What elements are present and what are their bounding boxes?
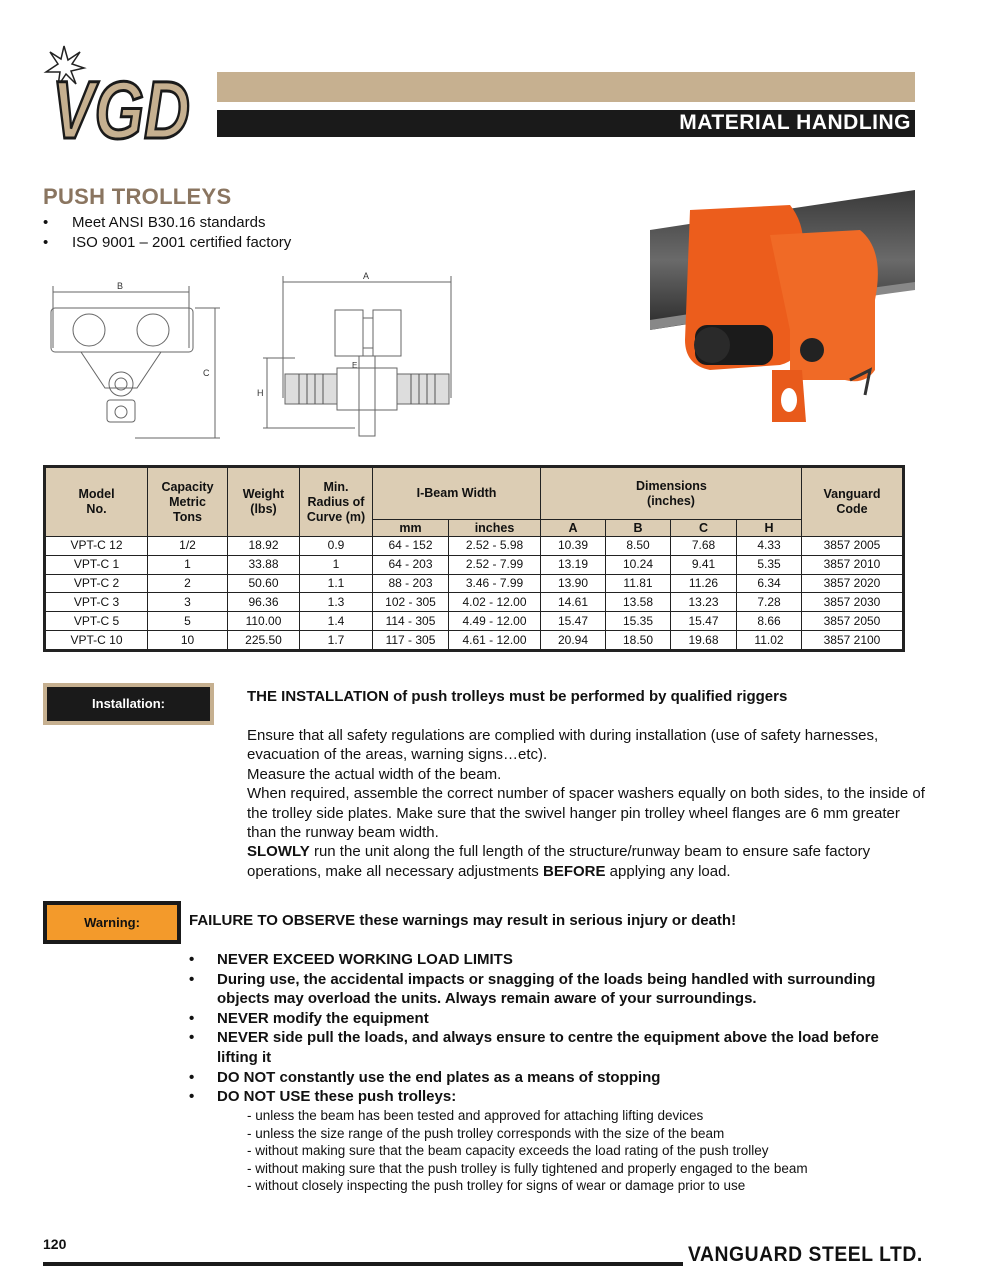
header-dimensions: Dimensions (inches) xyxy=(541,467,802,520)
cell: 3857 2020 xyxy=(802,574,904,593)
cell: 2 xyxy=(148,574,228,593)
cell: 114 - 305 xyxy=(373,612,449,631)
cell: 8.66 xyxy=(737,612,802,631)
sub-item: - without making sure that the push trolley is fully tightened and properly engaged to the beam xyxy=(247,1160,808,1176)
cell: 3857 2005 xyxy=(802,537,904,556)
warning-list xyxy=(189,950,919,1107)
cell: 225.50 xyxy=(228,631,300,651)
cell: 64 - 203 xyxy=(373,555,449,574)
installation-paragraph: When required, assemble the correct number of spacer washers equally on both sides, to the inside of the trolley side plates. Make sure that the swivel hanger pin trolley wheel flanges are 6 mm greater than the runway beam width. xyxy=(247,785,925,842)
cell: 7.28 xyxy=(737,593,802,612)
cell: 6.34 xyxy=(737,574,802,593)
cell: 3.46 - 7.99 xyxy=(449,574,541,593)
table-row xyxy=(45,593,904,612)
cell: 19.68 xyxy=(671,631,737,651)
cell: 14.61 xyxy=(541,593,606,612)
warning-item: • DO NOT USE these push trolleys: xyxy=(189,1088,457,1106)
push-trolley-photo xyxy=(650,190,915,430)
cell: 18.50 xyxy=(606,631,671,651)
cell: 88 - 203 xyxy=(373,574,449,593)
cell: 1.3 xyxy=(300,593,373,612)
section-title: MATERIAL HANDLING xyxy=(679,111,911,134)
warning-tag: Warning: xyxy=(43,901,181,944)
trolley-front-diagram xyxy=(255,268,460,440)
cell: 1 xyxy=(300,555,373,574)
header-dim-b: B xyxy=(606,520,671,537)
cell: 4.02 - 12.00 xyxy=(449,593,541,612)
header-radius: Min. Radius of Curve (m) xyxy=(300,467,373,537)
vgd-logo xyxy=(44,44,194,156)
dimension-label-b: B xyxy=(117,281,124,291)
cell: 9.41 xyxy=(671,555,737,574)
cell: 8.50 xyxy=(606,537,671,556)
trolley-side-diagram xyxy=(45,278,225,443)
cell: 1.1 xyxy=(300,574,373,593)
footer-rule xyxy=(43,1262,683,1266)
warning-item: • NEVER EXCEED WORKING LOAD LIMITS xyxy=(189,951,513,968)
header-model: Model No. xyxy=(45,467,148,537)
cell: 15.35 xyxy=(606,612,671,631)
cell: 4.33 xyxy=(737,537,802,556)
feature-bullet: • Meet ANSI B30.16 standards xyxy=(43,214,266,231)
cell: VPT-C 12 xyxy=(45,537,148,556)
logo-text: VGD xyxy=(52,65,190,156)
header-mm: mm xyxy=(373,520,449,537)
table-row xyxy=(45,555,904,574)
cell: 7.68 xyxy=(671,537,737,556)
installation-tag: Installation: xyxy=(43,683,214,725)
page-title: PUSH TROLLEYS xyxy=(43,184,232,209)
cell: 13.58 xyxy=(606,593,671,612)
sub-item: - without closely inspecting the push trolley for signs of wear or damage prior to use xyxy=(247,1178,746,1194)
cell: 3857 2050 xyxy=(802,612,904,631)
warning-item: • NEVER side pull the loads, and always ensure to centre the equipment above the load before lifting it xyxy=(189,1029,879,1066)
cell: 110.00 xyxy=(228,612,300,631)
warning-item: • During use, the accidental impacts or snagging of the loads being handled with surrounding objects may overload the units. Always remain aware of your surroundings. xyxy=(189,970,876,1008)
table-row xyxy=(45,612,904,631)
cell: 13.90 xyxy=(541,574,606,593)
cell: 3 xyxy=(148,593,228,612)
warning-item: • NEVER modify the equipment xyxy=(189,1009,429,1027)
cell: 3857 2010 xyxy=(802,555,904,574)
cell: 20.94 xyxy=(541,631,606,651)
header-vanguard-code: Vanguard Code xyxy=(802,467,904,537)
table-row xyxy=(45,537,904,556)
cell: 11.26 xyxy=(671,574,737,593)
warning-heading: FAILURE TO OBSERVE these warnings may result in serious injury or death! xyxy=(189,912,737,929)
cell: 10.39 xyxy=(541,537,606,556)
cell: 10.24 xyxy=(606,555,671,574)
header-inches: inches xyxy=(449,520,541,537)
sub-item: - unless the size range of the push trolley corresponds with the size of the beam xyxy=(247,1125,725,1141)
header-tan-bar xyxy=(217,72,915,102)
cell: 2.52 - 7.99 xyxy=(449,555,541,574)
cell: 117 - 305 xyxy=(373,631,449,651)
cell: 15.47 xyxy=(541,612,606,631)
dimension-label-a: A xyxy=(363,271,370,281)
header-weight: Weight (lbs) xyxy=(228,467,300,537)
cell: 96.36 xyxy=(228,593,300,612)
dimension-label-h: H xyxy=(257,388,264,398)
header-dim-h: H xyxy=(737,520,802,537)
cell: 50.60 xyxy=(228,574,300,593)
page-number: 120 xyxy=(43,1236,67,1252)
cell: 102 - 305 xyxy=(373,593,449,612)
installation-paragraph: Ensure that all safety regulations are complied with during installation (use of safety harnesses, evacuation of the areas, warning signs…etc). xyxy=(247,727,879,764)
header-ibeam-width: I-Beam Width xyxy=(373,467,541,520)
cell: 0.9 xyxy=(300,537,373,556)
cell: 1.4 xyxy=(300,612,373,631)
company-name: VANGUARD STEEL LTD. xyxy=(688,1243,923,1266)
cell: 3857 2100 xyxy=(802,631,904,651)
cell: 1.7 xyxy=(300,631,373,651)
header-dim-c: C xyxy=(671,520,737,537)
cell: 3857 2030 xyxy=(802,593,904,612)
warning-item: • DO NOT constantly use the end plates as a means of stopping xyxy=(189,1068,661,1086)
specifications-table xyxy=(43,465,905,652)
installation-heading: THE INSTALLATION of push trolleys must be performed by qualified riggers xyxy=(247,688,788,705)
sub-item: - without making sure that the beam capacity exceeds the load rating of the push trolley xyxy=(247,1143,769,1159)
installation-paragraph: SLOWLY run the unit along the full length of the structure/runway beam to ensure safe factory operations, make all necessary adjustments BEFORE applying any load. xyxy=(247,843,871,880)
table-row xyxy=(45,631,904,651)
installation-paragraph: Measure the actual width of the beam. xyxy=(247,765,502,783)
cell: 11.02 xyxy=(737,631,802,651)
cell: 1 xyxy=(148,555,228,574)
header-dim-a: A xyxy=(541,520,606,537)
table-row xyxy=(45,574,904,593)
cell: 4.49 - 12.00 xyxy=(449,612,541,631)
sub-item: - unless the beam has been tested and approved for attaching lifting devices xyxy=(247,1108,704,1123)
cell: 13.19 xyxy=(541,555,606,574)
feature-bullet: • ISO 9001 – 2001 certified factory xyxy=(43,234,292,251)
cell: 18.92 xyxy=(228,537,300,556)
cell: 13.23 xyxy=(671,593,737,612)
cell: VPT-C 10 xyxy=(45,631,148,651)
cell: VPT-C 2 xyxy=(45,574,148,593)
cell: 5.35 xyxy=(737,555,802,574)
cell: VPT-C 5 xyxy=(45,612,148,631)
dimension-label-c: C xyxy=(203,368,210,378)
cell: 2.52 - 5.98 xyxy=(449,537,541,556)
cell: 15.47 xyxy=(671,612,737,631)
cell: 64 - 152 xyxy=(373,537,449,556)
cell: 5 xyxy=(148,612,228,631)
cell: 4.61 - 12.00 xyxy=(449,631,541,651)
dimension-label-e: E xyxy=(352,361,358,370)
installation-body xyxy=(247,726,927,881)
cell: 33.88 xyxy=(228,555,300,574)
cell: VPT-C 3 xyxy=(45,593,148,612)
do-not-use-sublist xyxy=(247,1107,808,1195)
cell: 10 xyxy=(148,631,228,651)
cell: VPT-C 1 xyxy=(45,555,148,574)
cell: 11.81 xyxy=(606,574,671,593)
header-capacity: Capacity Metric Tons xyxy=(148,467,228,537)
cell: 1/2 xyxy=(148,537,228,556)
